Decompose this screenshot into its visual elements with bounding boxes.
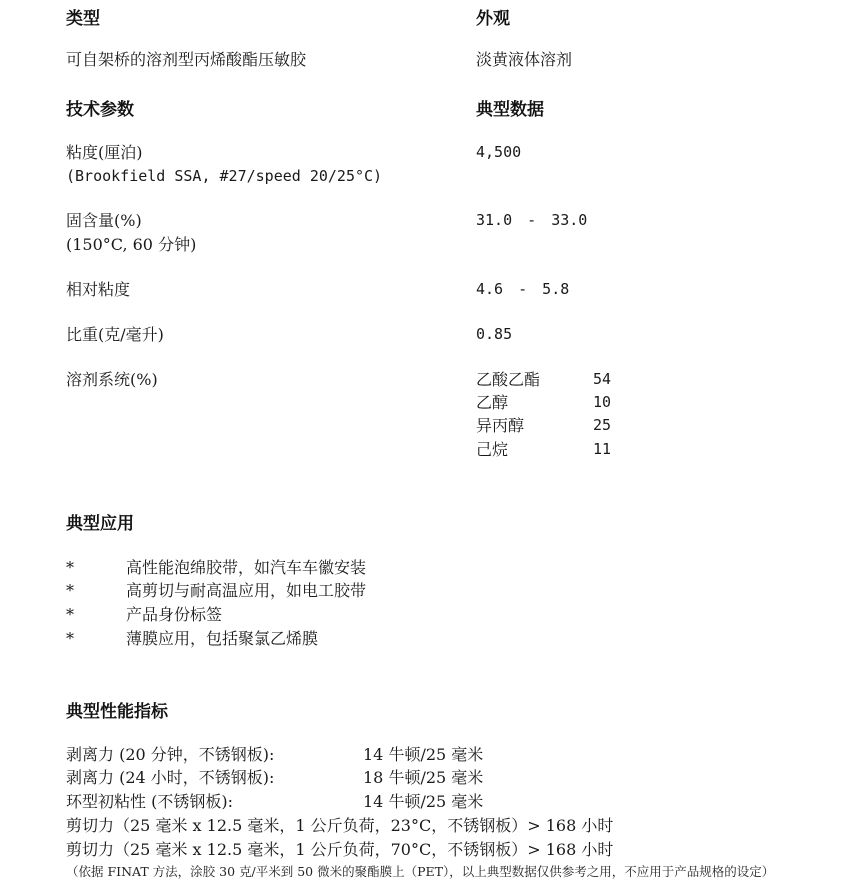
appearance-heading: 外观 <box>476 9 510 29</box>
param-sub-label: (150°C, 60 分钟) <box>66 235 197 254</box>
shear-line: 剪切力（25 毫米 x 12.5 毫米，1 公斤负荷，70°C，不锈钢板）> 168 小时 <box>66 840 614 859</box>
param-label: 溶剂系统(%) <box>66 370 158 389</box>
shear-line: 剪切力（25 毫米 x 12.5 毫米，1 公斤负荷，23°C，不锈钢板）> 168 小时 <box>66 816 614 835</box>
param-label: 相对粘度 <box>66 280 131 299</box>
tech-params-heading: 技术参数 <box>66 100 134 120</box>
bullet-icon: * <box>66 558 74 577</box>
application-item: 薄膜应用，包括聚氯乙烯膜 <box>126 629 319 648</box>
performance-value: 14 牛顿/25 毫米 <box>363 745 484 764</box>
param-value: 4.6 - 5.8 <box>476 280 570 298</box>
param-label: 固含量(%) <box>66 211 142 230</box>
param-label: 粘度(厘泊) <box>66 143 143 162</box>
bullet-icon: * <box>66 605 74 624</box>
solvent-pct: 10 <box>593 393 612 411</box>
solvent-name: 异丙醇 <box>476 416 525 435</box>
applications-heading: 典型应用 <box>66 514 134 534</box>
type-heading: 类型 <box>66 9 100 29</box>
solvent-name: 乙醇 <box>476 393 509 412</box>
solvent-pct: 11 <box>593 440 612 458</box>
performance-label: 剥离力 (24 小时，不锈钢板): <box>66 768 275 787</box>
footnote: （依据 FINAT 方法，涂胶 30 克/平米到 50 微米的聚酯膜上（PET），以上典型数据仅供参考之用，不应用于产品规格的设定） <box>66 864 775 879</box>
application-item: 高性能泡绵胶带，如汽车车徽安装 <box>126 558 367 577</box>
solvent-name: 己烷 <box>476 440 509 459</box>
performance-heading: 典型性能指标 <box>66 702 168 722</box>
performance-label: 剥离力 (20 分钟，不锈钢板): <box>66 745 275 764</box>
performance-value: 18 牛顿/25 毫米 <box>363 768 484 787</box>
type-value: 可自架桥的溶剂型丙烯酸酯压敏胶 <box>66 50 307 69</box>
bullet-icon: * <box>66 581 74 600</box>
performance-label: 环型初粘性 (不锈钢板): <box>66 792 233 811</box>
solvent-name: 乙酸乙酯 <box>476 370 541 389</box>
param-value: 4,500 <box>476 143 522 161</box>
solvent-pct: 25 <box>593 416 612 434</box>
application-item: 高剪切与耐高温应用，如电工胶带 <box>126 581 367 600</box>
param-value: 0.85 <box>476 325 513 343</box>
application-item: 产品身份标签 <box>126 605 223 624</box>
param-sub-label: (Brookfield SSA, #27/speed 20/25°C) <box>66 167 383 185</box>
param-label: 比重(克/毫升) <box>66 325 164 344</box>
typical-data-heading: 典型数据 <box>476 100 544 120</box>
solvent-pct: 54 <box>593 370 612 388</box>
performance-value: 14 牛顿/25 毫米 <box>363 792 484 811</box>
appearance-value: 淡黄液体溶剂 <box>476 50 573 69</box>
param-value: 31.0 - 33.0 <box>476 211 588 229</box>
bullet-icon: * <box>66 629 74 648</box>
